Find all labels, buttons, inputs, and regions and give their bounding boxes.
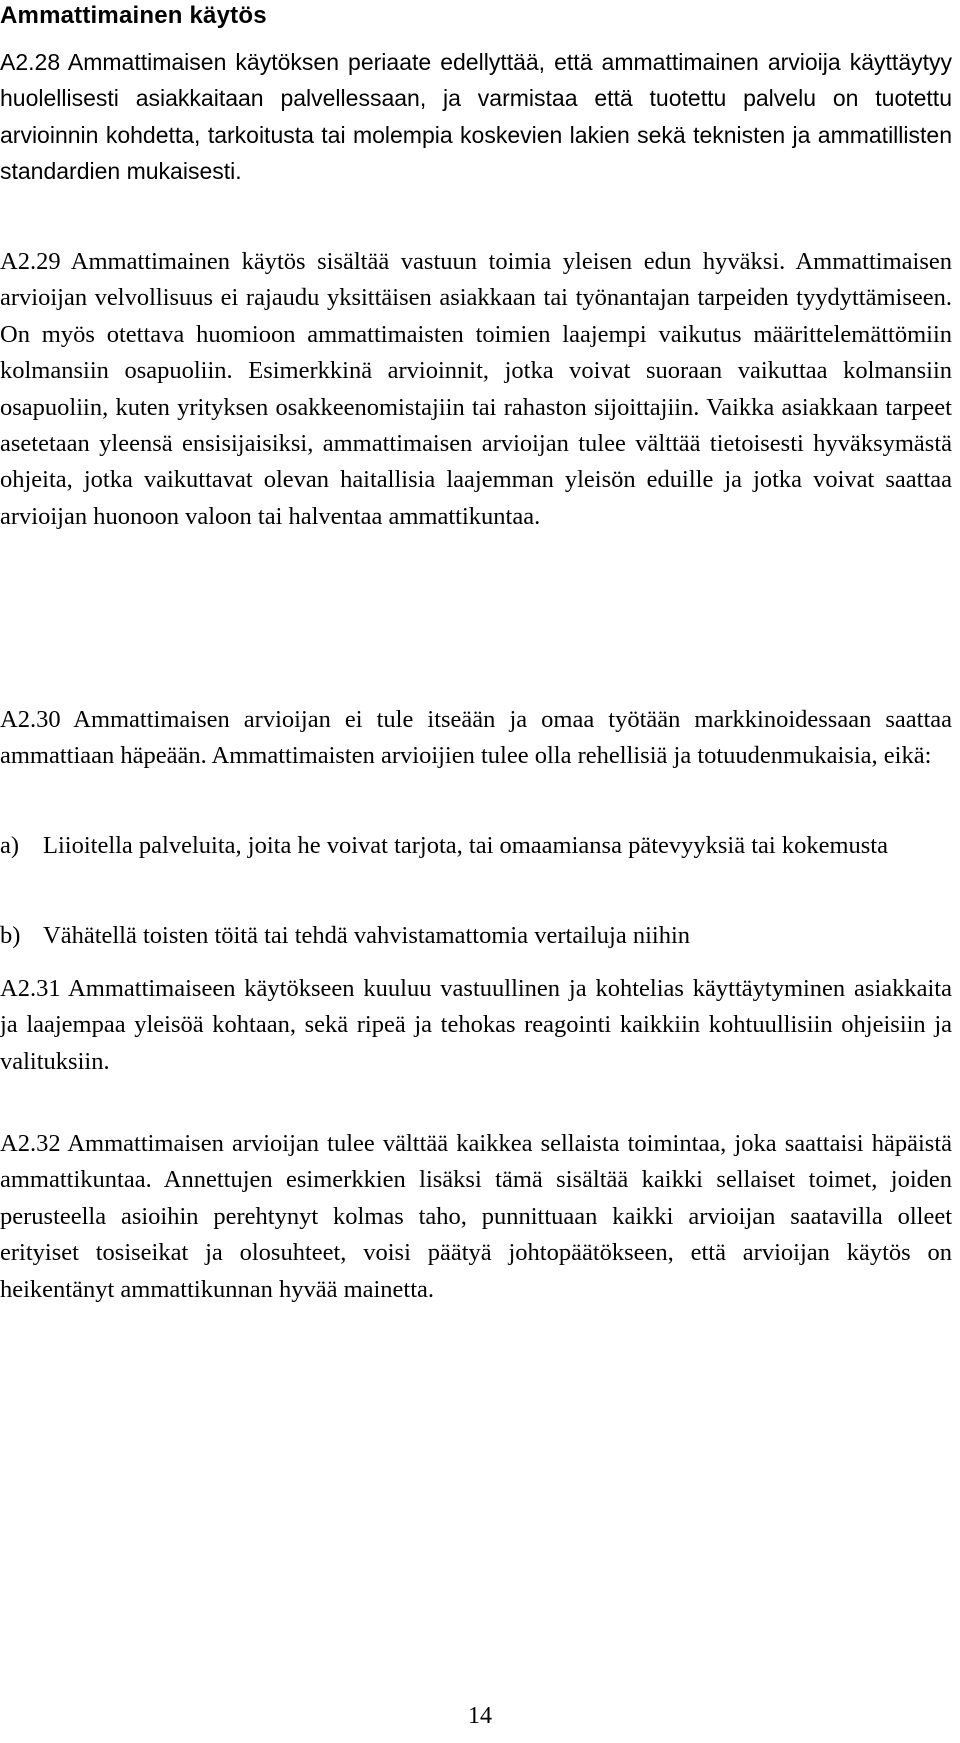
list-item-b [0, 918, 952, 954]
paragraph-a2-30: A2.30 Ammattimaisen arvioijan ei tule itseään ja omaa työtään markkinoidessaan saattaa ammattiaan häpeään. Ammattimaisten arvioijien tulee olla rehellisiä ja totuudenmukaisia, eikä: [0, 706, 952, 770]
paragraph-a2-31: A2.31 Ammattimaiseen käytökseen kuuluu vastuullinen ja kohtelias käyttäytyminen asiakkaita ja laajempaa yleisöä kohtaan, sekä ripeä ja tehokas reagointi kaikkiin kohtuullisiin ohjeisiin ja valituksiin. [0, 975, 952, 1075]
page-number: 14 [468, 1703, 492, 1729]
list-item-text: Liioitella palveluita, joita he voivat tarjota, tai omaamiansa pätevyyksiä tai kokemusta [43, 832, 888, 859]
list-item-text: Vähätellä toisten töitä tai tehdä vahvistamattomia vertailuja niihin [43, 922, 691, 949]
section-heading: Ammattimainen käytös [0, 2, 267, 29]
list-marker: a) [0, 832, 20, 859]
list-marker: b) [0, 922, 21, 949]
paragraph-a2-29: A2.29 Ammattimainen käytös sisältää vastuun toimia yleisen edun hyväksi. Ammattimaisen arvioijan velvollisuus ei rajaudu yksittäisen asiakkaan tai työnantajan tarpeiden tyydyttämiseen. On myös otettava huomioon ammattimaisten toimien laajempi vaikutus määrittelemättömiin kolmansiin osapuoliin. Esimerkkinä arvioinnit, jotka voivat suoraan vaikuttaa kolmansiin osapuoliin, kuten yrityksen osakkeenomistajiin tai rahaston sijoittajiin. Vaikka asiakkaan tarpeet asetetaan yleensä ensisijaisiksi, ammattimaisen arvioijan tulee välttää tietoisesti hyväksymästä ohjeita, jotka vaikuttavat olevan haitallisia laajemman yleisön eduille ja jotka voivat saattaa arvioijan huonoon valoon tai halventaa ammattikuntaa. [0, 248, 952, 530]
list-item-a [0, 828, 952, 864]
paragraph-a2-28: A2.28 Ammattimaisen käytöksen periaate edellyttää, että ammattimainen arvioija käyttäytyy huolellisesti asiakkaitaan palvellessaan, ja varmistaa että tuotettu palvelu on tuotettu arvioinnin kohdetta, tarkoitusta tai molempia koskevien lakien sekä teknisten ja ammatillisten standardien mukaisesti. [0, 49, 952, 185]
paragraph-a2-32: A2.32 Ammattimaisen arvioijan tulee välttää kaikkea sellaista toimintaa, joka saattaisi häpäistä ammattikuntaa. Annettujen esimerkkien lisäksi tämä sisältää kaikki sellaiset toimet, joiden perusteella asioihin perehtynyt kolmas taho, punnittuaan kaikki arvioijan saatavilla olleet erityiset tosiseikat ja olosuhteet, voisi päätyä johtopäätökseen, että arvioijan käytös on heikentänyt ammattikunnan hyvää mainetta. [0, 1130, 952, 1303]
